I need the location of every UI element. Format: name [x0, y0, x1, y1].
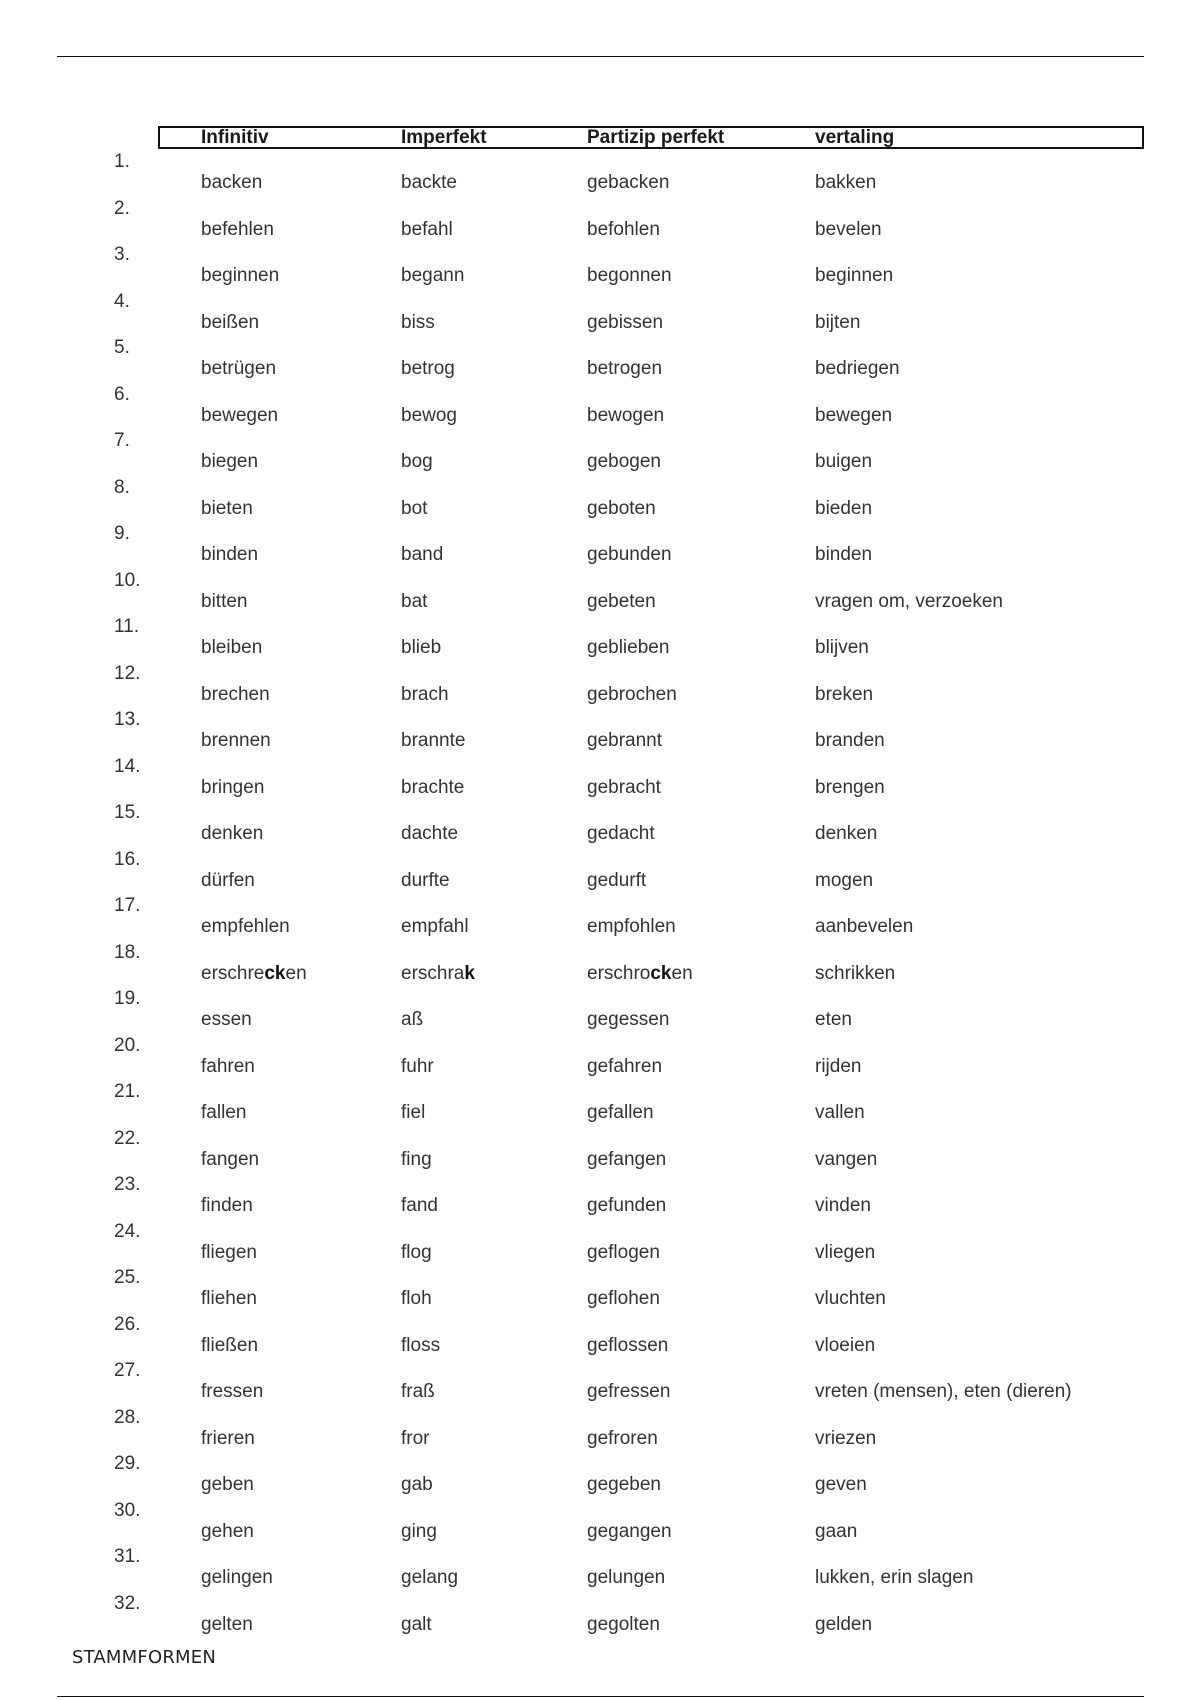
cell-vertaling: branden — [815, 730, 885, 751]
cell-partizip-perfekt: gegessen — [587, 1009, 670, 1030]
cell-partizip-perfekt: gebracht — [587, 776, 661, 798]
row-number: 11. — [114, 616, 140, 637]
cell-partizip-perfekt: gebrannt — [587, 730, 663, 751]
cell-infinitiv: backen — [201, 172, 263, 193]
cell-imperfekt: begann — [401, 265, 465, 286]
cell-imperfekt: band — [401, 544, 444, 565]
cell-partizip-perfekt: gebrochen — [587, 683, 677, 705]
header-partizip-perfekt: Partizip perfekt — [587, 127, 725, 148]
row-number: 18. — [114, 941, 141, 963]
cell-imperfekt: fiel — [401, 1102, 426, 1123]
cell-partizip-perfekt: gedurft — [587, 869, 647, 891]
bottom-rule — [57, 1696, 1144, 1697]
cell-imperfekt: backte — [401, 172, 457, 193]
cell-infinitiv: beginnen — [201, 265, 280, 286]
cell-partizip-perfekt: gefangen — [587, 1148, 667, 1170]
cell-partizip-perfekt: gelungen — [587, 1567, 666, 1588]
cell-infinitiv: fliegen — [201, 1241, 257, 1263]
cell-partizip-perfekt: gefroren — [587, 1427, 658, 1449]
cell-imperfekt: brannte — [401, 730, 466, 751]
row-number: 27. — [114, 1360, 141, 1381]
row-number: 6. — [114, 383, 130, 405]
cell-partizip-perfekt: gegeben — [587, 1474, 661, 1495]
cell-imperfekt: biss — [401, 311, 435, 333]
bold-segment: k — [464, 962, 475, 984]
cell-imperfekt: bewog — [401, 404, 457, 426]
row-number: 23. — [114, 1174, 141, 1195]
header-imperfekt: Imperfekt — [401, 127, 487, 148]
cell-infinitiv: binden — [201, 544, 259, 565]
cell-partizip-perfekt: gegangen — [587, 1520, 672, 1542]
cell-imperfekt: ging — [401, 1520, 437, 1542]
cell-imperfekt — [401, 963, 475, 985]
cell-imperfekt: aß — [401, 1009, 424, 1030]
row-number: 28. — [114, 1406, 141, 1428]
cell-vertaling: geven — [815, 1474, 867, 1495]
row-number: 16. — [114, 848, 141, 870]
cell-infinitiv: gelingen — [201, 1567, 273, 1588]
cell-vertaling: beginnen — [815, 265, 894, 286]
cell-infinitiv: bewegen — [201, 404, 279, 426]
row-number: 12. — [114, 662, 141, 684]
cell-infinitiv: essen — [201, 1009, 252, 1030]
cell-vertaling: binden — [815, 544, 873, 565]
cell-imperfekt: gab — [401, 1474, 433, 1495]
row-number: 17. — [114, 895, 141, 916]
row-number: 7. — [114, 430, 130, 451]
cell-partizip-perfekt: betrogen — [587, 358, 663, 379]
cell-partizip-perfekt: gegolten — [587, 1613, 660, 1635]
cell-infinitiv: bleiben — [201, 637, 263, 658]
cell-vertaling: vangen — [815, 1148, 878, 1170]
cell-partizip-perfekt: geboten — [587, 497, 656, 519]
cell-imperfekt: empfahl — [401, 916, 469, 937]
cell-partizip-perfekt: gebunden — [587, 544, 672, 565]
row-number: 14. — [114, 755, 141, 777]
cell-partizip-perfekt: gefallen — [587, 1102, 654, 1123]
cell-vertaling: mogen — [815, 869, 874, 891]
cell-imperfekt: dachte — [401, 823, 459, 844]
cell-infinitiv: biegen — [201, 451, 259, 472]
cell-imperfekt: blieb — [401, 637, 442, 658]
cell-vertaling: vriezen — [815, 1427, 877, 1449]
row-number: 3. — [114, 244, 130, 265]
cell-partizip-perfekt: begonnen — [587, 265, 672, 286]
cell-vertaling: blijven — [815, 637, 869, 658]
cell-vertaling: vragen om, verzoeken — [815, 590, 1003, 612]
bold-segment: ck — [264, 962, 286, 984]
cell-imperfekt: durfte — [401, 869, 450, 891]
cell-vertaling: denken — [815, 823, 878, 844]
cell-infinitiv: gehen — [201, 1520, 254, 1542]
row-number: 15. — [114, 802, 141, 823]
row-number: 25. — [114, 1267, 141, 1288]
cell-infinitiv: fließen — [201, 1334, 259, 1356]
cell-infinitiv: bringen — [201, 776, 265, 798]
cell-vertaling: vinden — [815, 1195, 871, 1216]
cell-imperfekt: fuhr — [401, 1055, 434, 1077]
cell-vertaling: rijden — [815, 1055, 862, 1077]
cell-partizip-perfekt: befohlen — [587, 218, 660, 240]
cell-vertaling: vliegen — [815, 1241, 876, 1263]
cell-infinitiv: empfehlen — [201, 916, 290, 937]
cell-infinitiv: bitten — [201, 590, 248, 612]
cell-vertaling: bijten — [815, 311, 861, 333]
row-number: 20. — [114, 1034, 141, 1056]
row-number: 22. — [114, 1127, 141, 1149]
cell-partizip-perfekt: empfohlen — [587, 916, 676, 937]
row-number: 10. — [114, 569, 141, 591]
cell-partizip-perfekt: bewogen — [587, 404, 665, 426]
cell-partizip-perfekt: geblieben — [587, 637, 670, 658]
cell-imperfekt: galt — [401, 1613, 432, 1635]
cell-infinitiv: bieten — [201, 497, 253, 519]
row-number: 24. — [114, 1220, 141, 1242]
cell-partizip-perfekt — [587, 963, 693, 985]
text-segment: erschro — [587, 962, 651, 984]
header-infinitiv: Infinitiv — [201, 127, 269, 148]
cell-partizip-perfekt: gebogen — [587, 451, 661, 472]
cell-vertaling: aanbevelen — [815, 916, 914, 937]
cell-infinitiv: gelten — [201, 1613, 253, 1635]
cell-vertaling: gelden — [815, 1613, 873, 1635]
row-number: 5. — [114, 337, 130, 358]
row-number: 13. — [114, 709, 141, 730]
footer-title: STAMMFORMEN — [72, 1647, 216, 1668]
cell-imperfekt: brachte — [401, 776, 465, 798]
cell-infinitiv: brennen — [201, 730, 271, 751]
row-number: 26. — [114, 1313, 141, 1335]
cell-vertaling: lukken, erin slagen — [815, 1567, 974, 1588]
cell-imperfekt: floss — [401, 1334, 441, 1356]
cell-vertaling: vloeien — [815, 1334, 876, 1356]
cell-imperfekt: floh — [401, 1288, 432, 1309]
cell-imperfekt: brach — [401, 683, 449, 705]
cell-imperfekt: fing — [401, 1148, 432, 1170]
cell-infinitiv: frieren — [201, 1427, 255, 1449]
text-segment: erschre — [201, 962, 265, 984]
cell-infinitiv: fliehen — [201, 1288, 257, 1309]
cell-vertaling: vreten (mensen), eten (dieren) — [815, 1381, 1072, 1402]
cell-imperfekt: fror — [401, 1427, 430, 1449]
cell-partizip-perfekt: gefunden — [587, 1195, 667, 1216]
cell-vertaling: breken — [815, 683, 874, 705]
cell-vertaling: bieden — [815, 497, 873, 519]
cell-partizip-perfekt: geflohen — [587, 1288, 660, 1309]
row-number: 19. — [114, 988, 141, 1009]
row-number: 29. — [114, 1453, 141, 1474]
cell-infinitiv: geben — [201, 1474, 254, 1495]
cell-infinitiv: beißen — [201, 311, 260, 333]
cell-vertaling: bevelen — [815, 218, 882, 240]
cell-partizip-perfekt: gebissen — [587, 311, 664, 333]
cell-vertaling: gaan — [815, 1520, 858, 1542]
row-number: 32. — [114, 1592, 141, 1614]
row-number: 21. — [114, 1081, 141, 1102]
row-number: 30. — [114, 1499, 141, 1521]
text-segment: en — [285, 962, 307, 984]
cell-vertaling: vallen — [815, 1102, 865, 1123]
cell-partizip-perfekt: gefahren — [587, 1055, 663, 1077]
text-segment: en — [671, 962, 693, 984]
row-number: 1. — [114, 151, 130, 172]
row-number: 2. — [114, 197, 130, 219]
cell-vertaling: bewegen — [815, 404, 893, 426]
cell-vertaling: bedriegen — [815, 358, 900, 379]
cell-imperfekt: fand — [401, 1195, 438, 1216]
cell-infinitiv: denken — [201, 823, 264, 844]
cell-vertaling: brengen — [815, 776, 885, 798]
cell-partizip-perfekt: gefressen — [587, 1381, 671, 1402]
bold-segment: ck — [650, 962, 672, 984]
cell-infinitiv — [201, 963, 307, 985]
cell-partizip-perfekt: gebeten — [587, 590, 656, 612]
cell-imperfekt: flog — [401, 1241, 432, 1263]
cell-partizip-perfekt: gedacht — [587, 823, 655, 844]
cell-partizip-perfekt: geflogen — [587, 1241, 660, 1263]
cell-infinitiv: befehlen — [201, 218, 274, 240]
cell-infinitiv: finden — [201, 1195, 253, 1216]
cell-imperfekt: bot — [401, 497, 428, 519]
row-number: 31. — [114, 1546, 141, 1567]
row-number: 4. — [114, 290, 130, 312]
cell-infinitiv: dürfen — [201, 869, 255, 891]
cell-infinitiv: fressen — [201, 1381, 264, 1402]
cell-infinitiv: fallen — [201, 1102, 247, 1123]
text-segment: erschra — [401, 962, 465, 984]
cell-imperfekt: bat — [401, 590, 428, 612]
header-vertaling: vertaling — [815, 127, 895, 148]
cell-infinitiv: betrügen — [201, 358, 277, 379]
row-number: 9. — [114, 523, 130, 544]
cell-infinitiv: fahren — [201, 1055, 255, 1077]
cell-vertaling: eten — [815, 1009, 852, 1030]
cell-vertaling: bakken — [815, 172, 877, 193]
cell-imperfekt: bog — [401, 451, 433, 472]
cell-infinitiv: brechen — [201, 683, 270, 705]
cell-partizip-perfekt: gebacken — [587, 172, 670, 193]
cell-imperfekt: gelang — [401, 1567, 459, 1588]
cell-imperfekt: befahl — [401, 218, 453, 240]
row-number: 8. — [114, 476, 130, 498]
cell-vertaling: buigen — [815, 451, 873, 472]
cell-imperfekt: betrog — [401, 358, 455, 379]
cell-imperfekt: fraß — [401, 1381, 435, 1402]
cell-vertaling: vluchten — [815, 1288, 886, 1309]
cell-partizip-perfekt: geflossen — [587, 1334, 669, 1356]
cell-infinitiv: fangen — [201, 1148, 260, 1170]
cell-vertaling: schrikken — [815, 962, 896, 984]
